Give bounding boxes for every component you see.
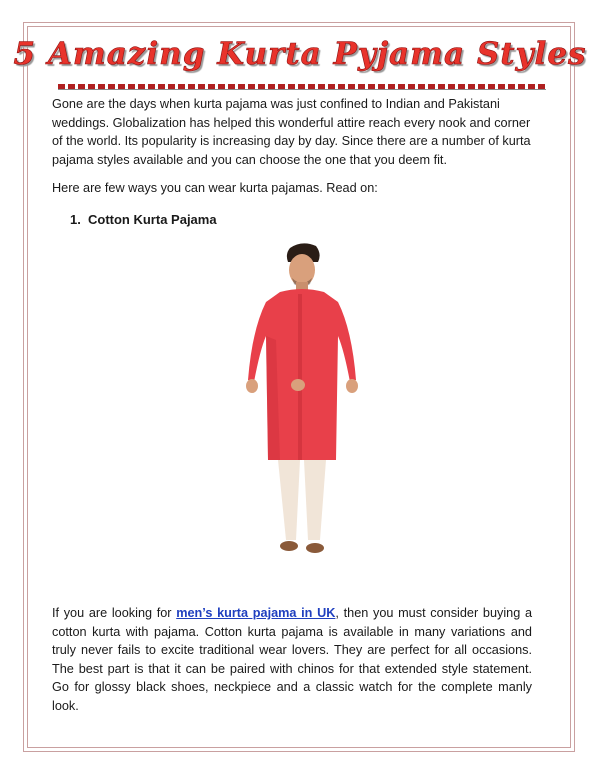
intro-paragraph: Gone are the days when kurta pajama was just confined to Indian and Pakistani weddings. Globalization has helped this wonderful attire reach every nook and corner of the world. Its popularity is increasing day by day. Since there are a number of kurta pajama styles available and you can choose the one that you deem fit. — [52, 97, 531, 167]
body-text-after-link: , then you must consider buying a cotton kurta with pajama. Cotton kurta pajama is available in many variations and truly never fails to excite traditional wear lovers. They are perfect for all occasions. The best part is that it can be paired with chinos for that extended style statement. Go for glossy black shoes, neckpiece and a classic watch for the complete manly look. — [52, 606, 532, 713]
page-title: 5 Amazing Kurta Pyjama Styles — [13, 36, 587, 72]
intro-block — [52, 95, 532, 208]
section-title: Cotton Kurta Pajama — [88, 212, 217, 227]
lead-paragraph: Here are few ways you can wear kurta pajamas. Read on: — [52, 181, 378, 195]
kurta-pajama-uk-link[interactable]: men’s kurta pajama in UK — [176, 606, 336, 620]
section-number: 1. — [70, 212, 81, 227]
title-underline — [58, 84, 546, 89]
section-heading — [70, 212, 217, 227]
cotton-kurta-paragraph — [52, 604, 532, 715]
kurta-model-image — [240, 240, 365, 565]
body-text-before-link: If you are looking for — [52, 606, 177, 620]
